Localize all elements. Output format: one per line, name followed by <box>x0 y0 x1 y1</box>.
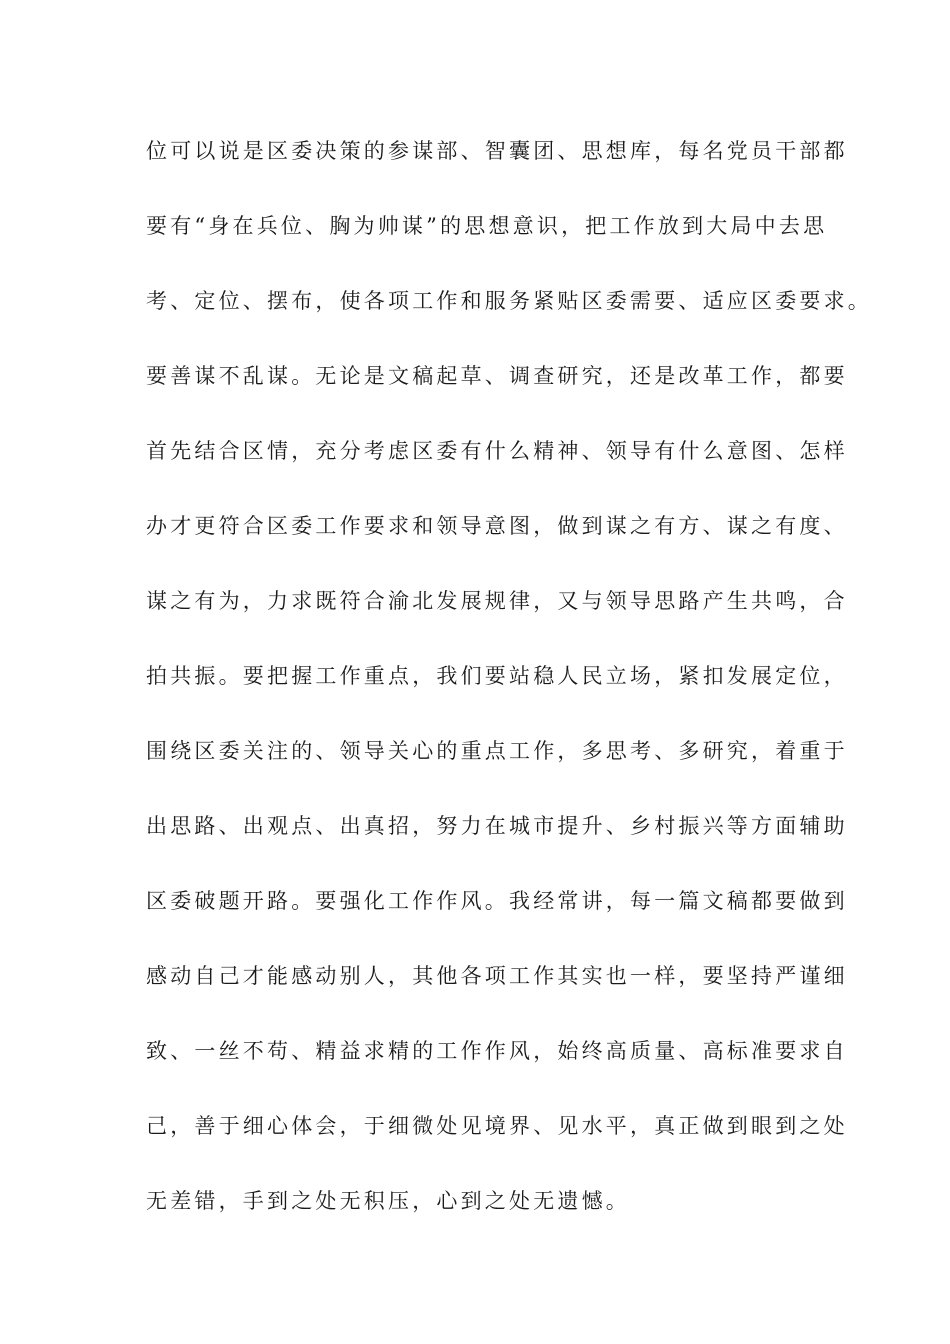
text-line: 出思路、出观点、出真招，努力在城市提升、乡村振兴等方面辅助 <box>146 814 848 838</box>
text-line: 感动自己才能感动别人，其他各项工作其实也一样，要坚持严谨细 <box>146 964 848 988</box>
text-line: 拍共振。要把握工作重点，我们要站稳人民立场，紧扣发展定位， <box>146 664 848 688</box>
body-text <box>146 130 872 1255</box>
text-line: 无差错，手到之处无积压，心到之处无遗憾。 <box>146 1189 630 1213</box>
text-line: 围绕区委关注的、领导关心的重点工作，多思考、多研究，着重于 <box>146 739 848 763</box>
text-line: 己，善于细心体会，于细微处见境界、见水平，真正做到眼到之处 <box>146 1114 848 1138</box>
text-line: 办才更符合区委工作要求和领导意图，做到谋之有方、谋之有度、 <box>146 514 848 538</box>
text-line: 致、一丝不苟、精益求精的工作作风，始终高质量、高标准要求自 <box>146 1039 848 1063</box>
text-line: 谋之有为，力求既符合渝北发展规律，又与领导思路产生共鸣，合 <box>146 589 848 613</box>
text-line: 考、定位、摆布，使各项工作和服务紧贴区委需要、适应区委要求。 <box>146 289 872 313</box>
text-line: 首先结合区情，充分考虑区委有什么精神、领导有什么意图、怎样 <box>146 439 848 463</box>
text-line: 要有“身在兵位、胸为帅谋”的思想意识，把工作放到大局中去思 <box>146 214 828 238</box>
text-line: 区委破题开路。要强化工作作风。我经常讲，每一篇文稿都要做到 <box>146 889 848 913</box>
text-line: 要善谋不乱谋。无论是文稿起草、调查研究，还是改革工作，都要 <box>146 364 848 388</box>
text-line: 位可以说是区委决策的参谋部、智囊团、思想库，每名党员干部都 <box>146 139 848 163</box>
